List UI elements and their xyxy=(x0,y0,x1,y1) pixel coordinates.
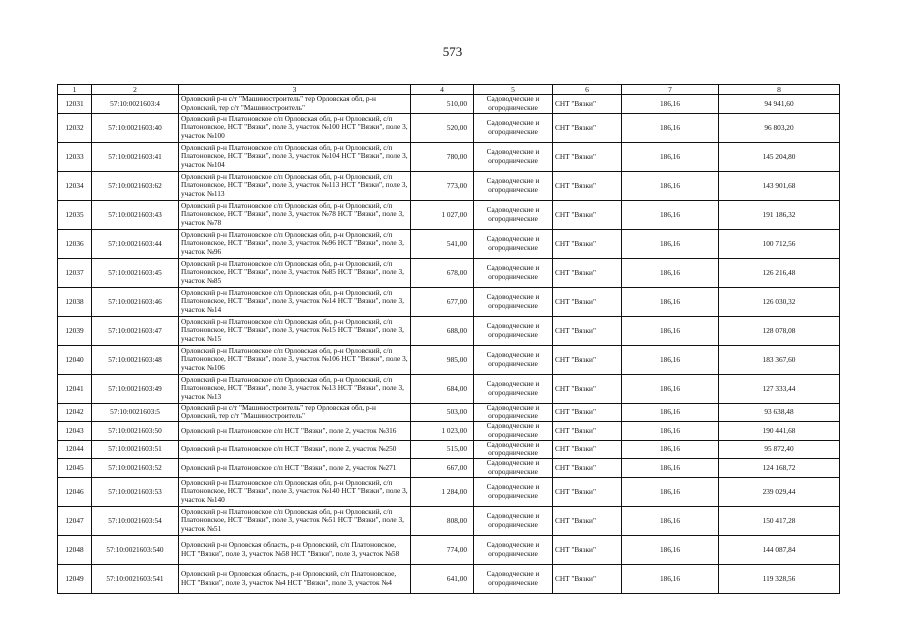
rate-cell: 186,16 xyxy=(622,564,719,593)
area-cell: 1 023,00 xyxy=(411,422,474,441)
area-cell: 773,00 xyxy=(411,171,474,200)
organization-cell: СНТ "Вязки" xyxy=(553,477,622,506)
cadastral-value-cell: 239 029,44 xyxy=(719,477,840,506)
row-number-cell: 12031 xyxy=(58,95,92,114)
row-number-cell: 12035 xyxy=(58,200,92,229)
cadastral-value-cell: 95 872,40 xyxy=(719,440,840,459)
land-use-type-cell: Садоводческие и огороднические xyxy=(474,345,553,374)
cadastral-value-cell: 191 186,32 xyxy=(719,200,840,229)
address-cell: Орловский р-н Орловская область, р-н Орловский, с/п Платоновское, НСТ "Вязки", поле 3, участок №4 НСТ "Вязки", поле 3, участок №4 xyxy=(179,564,411,593)
rate-cell: 186,16 xyxy=(622,95,719,114)
address-cell: Орловский р-н Платоновское с/п Орловская обл, р-н Орловский, с/п Платоновское, НСТ "Вязки", поле 3, участок №85 НСТ "Вязки", поле 3, участок №85 xyxy=(179,258,411,287)
cadastral-value-cell: 119 328,56 xyxy=(719,564,840,593)
land-use-type-cell: Садоводческие и огороднические xyxy=(474,422,553,441)
rate-cell: 186,16 xyxy=(622,258,719,287)
address-cell: Орловский р-н Платоновское с/п Орловская обл, р-н Орловский, с/п Платоновское, НСТ "Вязки", поле 3, участок №140 НСТ "Вязки", поле 3, участок №140 xyxy=(179,477,411,506)
column-header-2: 2 xyxy=(92,85,179,95)
column-header-7: 7 xyxy=(622,85,719,95)
cadastral-table xyxy=(57,84,840,594)
rate-cell: 186,16 xyxy=(622,477,719,506)
cadastral-value-cell: 145 204,80 xyxy=(719,142,840,171)
column-header-6: 6 xyxy=(553,85,622,95)
land-use-type-cell: Садоводческие и огороднические xyxy=(474,535,553,564)
address-cell: Орловский р-н Платоновское с/п Орловская обл, р-н Орловский, с/п Платоновское, НСТ "Вязки", поле 3, участок №106 НСТ "Вязки", поле 3, участок №106 xyxy=(179,345,411,374)
area-cell: 1 027,00 xyxy=(411,200,474,229)
rate-cell: 186,16 xyxy=(622,535,719,564)
organization-cell: СНТ "Вязки" xyxy=(553,459,622,478)
land-use-type-cell: Садоводческие и огороднические xyxy=(474,95,553,114)
area-cell: 688,00 xyxy=(411,316,474,345)
area-cell: 510,00 xyxy=(411,95,474,114)
row-number-cell: 12042 xyxy=(58,403,92,422)
rate-cell: 186,16 xyxy=(622,374,719,403)
organization-cell: СНТ "Вязки" xyxy=(553,345,622,374)
land-use-type-cell: Садоводческие и огороднические xyxy=(474,459,553,478)
area-cell: 780,00 xyxy=(411,142,474,171)
column-header-5: 5 xyxy=(474,85,553,95)
organization-cell: СНТ "Вязки" xyxy=(553,287,622,316)
table-row xyxy=(58,459,840,478)
organization-cell: СНТ "Вязки" xyxy=(553,95,622,114)
cadastral-value-cell: 124 168,72 xyxy=(719,459,840,478)
table-row xyxy=(58,374,840,403)
cadastral-number-cell: 57:10:0021603:51 xyxy=(92,440,179,459)
address-cell: Орловский р-н Платоновское с/п Орловская обл, р-н Орловский, с/п Платоновское, НСТ "Вязки", поле 3, участок №100 НСТ "Вязки", поле 3, участок №100 xyxy=(179,113,411,142)
table-row xyxy=(58,535,840,564)
area-cell: 503,00 xyxy=(411,403,474,422)
rate-cell: 186,16 xyxy=(622,506,719,535)
cadastral-number-cell: 57:10:0021603:53 xyxy=(92,477,179,506)
land-use-type-cell: Садоводческие и огороднические xyxy=(474,403,553,422)
land-use-type-cell: Садоводческие и огороднические xyxy=(474,113,553,142)
land-use-type-cell: Садоводческие и огороднические xyxy=(474,200,553,229)
rate-cell: 186,16 xyxy=(622,200,719,229)
rate-cell: 186,16 xyxy=(622,229,719,258)
table-row xyxy=(58,564,840,593)
cadastral-number-cell: 57:10:0021603:5 xyxy=(92,403,179,422)
table-row xyxy=(58,258,840,287)
cadastral-number-cell: 57:10:0021603:48 xyxy=(92,345,179,374)
land-use-type-cell: Садоводческие и огороднические xyxy=(474,440,553,459)
cadastral-number-cell: 57:10:0021603:54 xyxy=(92,506,179,535)
address-cell: Орловский р-н Платоновское с/п Орловская обл, р-н Орловский, с/п Платоновское, НСТ "Вязки", поле 3, участок №96 НСТ "Вязки", поле 3, участок №96 xyxy=(179,229,411,258)
land-use-type-cell: Садоводческие и огороднические xyxy=(474,374,553,403)
row-number-cell: 12044 xyxy=(58,440,92,459)
organization-cell: СНТ "Вязки" xyxy=(553,440,622,459)
row-number-cell: 12034 xyxy=(58,171,92,200)
cadastral-number-cell: 57:10:0021603:50 xyxy=(92,422,179,441)
address-cell: Орловский р-н Платоновское с/п Орловская обл, р-н Орловский, с/п Платоновское, НСТ "Вязки", поле 3, участок №51 НСТ "Вязки", поле 3, участок №51 xyxy=(179,506,411,535)
table-row xyxy=(58,287,840,316)
cadastral-value-cell: 100 712,56 xyxy=(719,229,840,258)
table-row xyxy=(58,506,840,535)
cadastral-number-cell: 57:10:0021603:47 xyxy=(92,316,179,345)
organization-cell: СНТ "Вязки" xyxy=(553,200,622,229)
row-number-cell: 12046 xyxy=(58,477,92,506)
cadastral-value-cell: 190 441,68 xyxy=(719,422,840,441)
page-number: 573 xyxy=(442,44,463,59)
row-number-cell: 12036 xyxy=(58,229,92,258)
row-number-cell: 12040 xyxy=(58,345,92,374)
address-cell: Орловский р-н Платоновское с/п Орловская обл, р-н Орловский, с/п Платоновское, НСТ "Вязки", поле 3, участок №14 НСТ "Вязки", поле 3, участок №14 xyxy=(179,287,411,316)
organization-cell: СНТ "Вязки" xyxy=(553,535,622,564)
land-use-type-cell: Садоводческие и огороднические xyxy=(474,287,553,316)
land-use-type-cell: Садоводческие и огороднические xyxy=(474,506,553,535)
land-use-type-cell: Садоводческие и огороднические xyxy=(474,564,553,593)
cadastral-value-cell: 126 216,48 xyxy=(719,258,840,287)
rate-cell: 186,16 xyxy=(622,287,719,316)
area-cell: 541,00 xyxy=(411,229,474,258)
cadastral-value-cell: 127 333,44 xyxy=(719,374,840,403)
organization-cell: СНТ "Вязки" xyxy=(553,229,622,258)
address-cell: Орловский р-н Орловская область, р-н Орловский, с/п Платоновское, НСТ "Вязки", поле 3, участок №58 НСТ "Вязки", поле 3, участок №58 xyxy=(179,535,411,564)
organization-cell: СНТ "Вязки" xyxy=(553,374,622,403)
rate-cell: 186,16 xyxy=(622,345,719,374)
cadastral-number-cell: 57:10:0021603:52 xyxy=(92,459,179,478)
table-body xyxy=(58,95,840,594)
cadastral-number-cell: 57:10:0021603:41 xyxy=(92,142,179,171)
table-row xyxy=(58,403,840,422)
organization-cell: СНТ "Вязки" xyxy=(553,258,622,287)
column-header-1: 1 xyxy=(58,85,92,95)
land-use-type-cell: Садоводческие и огороднические xyxy=(474,229,553,258)
land-use-type-cell: Садоводческие и огороднические xyxy=(474,171,553,200)
cadastral-value-cell: 96 803,20 xyxy=(719,113,840,142)
organization-cell: СНТ "Вязки" xyxy=(553,142,622,171)
area-cell: 678,00 xyxy=(411,258,474,287)
address-cell: Орловский р-н Платоновское с/п НСТ "Вязки", поле 2, участок №250 xyxy=(179,440,411,459)
land-use-type-cell: Садоводческие и огороднические xyxy=(474,316,553,345)
cadastral-number-cell: 57:10:0021603:540 xyxy=(92,535,179,564)
rate-cell: 186,16 xyxy=(622,113,719,142)
cadastral-value-cell: 128 078,08 xyxy=(719,316,840,345)
row-number-cell: 12038 xyxy=(58,287,92,316)
column-header-4: 4 xyxy=(411,85,474,95)
cadastral-number-cell: 57:10:0021603:62 xyxy=(92,171,179,200)
header-row xyxy=(58,85,840,95)
row-number-cell: 12049 xyxy=(58,564,92,593)
row-number-cell: 12047 xyxy=(58,506,92,535)
cadastral-number-cell: 57:10:0021603:43 xyxy=(92,200,179,229)
address-cell: Орловский р-н с/т "Машиностроитель" тер Орловская обл, р-н Орловский, тер с/т "Машиностроитель" xyxy=(179,403,411,422)
row-number-cell: 12037 xyxy=(58,258,92,287)
table-row xyxy=(58,229,840,258)
organization-cell: СНТ "Вязки" xyxy=(553,506,622,535)
address-cell: Орловский р-н с/т "Машиностроитель" тер Орловская обл, р-н Орловский, тер с/т "Машиностроитель" xyxy=(179,95,411,114)
address-cell: Орловский р-н Платоновское с/п Орловская обл, р-н Орловский, с/п Платоновское, НСТ "Вязки", поле 3, участок №113 НСТ "Вязки", поле 3, участок №113 xyxy=(179,171,411,200)
area-cell: 1 284,00 xyxy=(411,477,474,506)
cadastral-number-cell: 57:10:0021603:44 xyxy=(92,229,179,258)
rate-cell: 186,16 xyxy=(622,316,719,345)
column-header-3: 3 xyxy=(179,85,411,95)
area-cell: 677,00 xyxy=(411,287,474,316)
row-number-cell: 12048 xyxy=(58,535,92,564)
address-cell: Орловский р-н Платоновское с/п Орловская обл, р-н Орловский, с/п Платоновское, НСТ "Вязки", поле 3, участок №104 НСТ "Вязки", поле 3, участок №104 xyxy=(179,142,411,171)
cadastral-value-cell: 94 941,60 xyxy=(719,95,840,114)
land-use-type-cell: Садоводческие и огороднические xyxy=(474,258,553,287)
land-use-type-cell: Садоводческие и огороднические xyxy=(474,142,553,171)
area-cell: 774,00 xyxy=(411,535,474,564)
rate-cell: 186,16 xyxy=(622,142,719,171)
row-number-cell: 12043 xyxy=(58,422,92,441)
cadastral-value-cell: 150 417,28 xyxy=(719,506,840,535)
cadastral-value-cell: 143 901,68 xyxy=(719,171,840,200)
row-number-cell: 12039 xyxy=(58,316,92,345)
table-row xyxy=(58,422,840,441)
row-number-cell: 12033 xyxy=(58,142,92,171)
rate-cell: 186,16 xyxy=(622,422,719,441)
row-number-cell: 12032 xyxy=(58,113,92,142)
address-cell: Орловский р-н Платоновское с/п Орловская обл, р-н Орловский, с/п Платоновское, НСТ "Вязки", поле 3, участок №13 НСТ "Вязки", поле 3, участок №13 xyxy=(179,374,411,403)
organization-cell: СНТ "Вязки" xyxy=(553,403,622,422)
area-cell: 808,00 xyxy=(411,506,474,535)
rate-cell: 186,16 xyxy=(622,171,719,200)
cadastral-value-cell: 144 087,84 xyxy=(719,535,840,564)
table-row xyxy=(58,171,840,200)
table-row xyxy=(58,142,840,171)
organization-cell: СНТ "Вязки" xyxy=(553,422,622,441)
table-row xyxy=(58,440,840,459)
row-number-cell: 12045 xyxy=(58,459,92,478)
organization-cell: СНТ "Вязки" xyxy=(553,113,622,142)
table-row xyxy=(58,95,840,114)
cadastral-value-cell: 93 638,48 xyxy=(719,403,840,422)
rate-cell: 186,16 xyxy=(622,440,719,459)
table-row xyxy=(58,200,840,229)
cadastral-number-cell: 57:10:0021603:4 xyxy=(92,95,179,114)
organization-cell: СНТ "Вязки" xyxy=(553,316,622,345)
cadastral-number-cell: 57:10:0021603:40 xyxy=(92,113,179,142)
area-cell: 641,00 xyxy=(411,564,474,593)
table-row xyxy=(58,477,840,506)
organization-cell: СНТ "Вязки" xyxy=(553,564,622,593)
table-row xyxy=(58,316,840,345)
cadastral-number-cell: 57:10:0021603:49 xyxy=(92,374,179,403)
address-cell: Орловский р-н Платоновское с/п Орловская обл, р-н Орловский, с/п Платоновское, НСТ "Вязки", поле 3, участок №15 НСТ "Вязки", поле 3, участок №15 xyxy=(179,316,411,345)
rate-cell: 186,16 xyxy=(622,403,719,422)
cadastral-value-cell: 126 030,32 xyxy=(719,287,840,316)
area-cell: 667,00 xyxy=(411,459,474,478)
area-cell: 520,00 xyxy=(411,113,474,142)
address-cell: Орловский р-н Платоновское с/п НСТ "Вязки", поле 2, участок №316 xyxy=(179,422,411,441)
table-row xyxy=(58,345,840,374)
organization-cell: СНТ "Вязки" xyxy=(553,171,622,200)
cadastral-number-cell: 57:10:0021603:46 xyxy=(92,287,179,316)
address-cell: Орловский р-н Платоновское с/п Орловская обл, р-н Орловский, с/п Платоновское, НСТ "Вязки", поле 3, участок №78 НСТ "Вязки", поле 3, участок №78 xyxy=(179,200,411,229)
address-cell: Орловский р-н Платоновское с/п НСТ "Вязки", поле 2, участок №271 xyxy=(179,459,411,478)
rate-cell: 186,16 xyxy=(622,459,719,478)
row-number-cell: 12041 xyxy=(58,374,92,403)
column-header-8: 8 xyxy=(719,85,840,95)
area-cell: 684,00 xyxy=(411,374,474,403)
table-row xyxy=(58,113,840,142)
area-cell: 985,00 xyxy=(411,345,474,374)
cadastral-number-cell: 57:10:0021603:541 xyxy=(92,564,179,593)
cadastral-number-cell: 57:10:0021603:45 xyxy=(92,258,179,287)
area-cell: 515,00 xyxy=(411,440,474,459)
land-use-type-cell: Садоводческие и огороднические xyxy=(474,477,553,506)
cadastral-value-cell: 183 367,60 xyxy=(719,345,840,374)
